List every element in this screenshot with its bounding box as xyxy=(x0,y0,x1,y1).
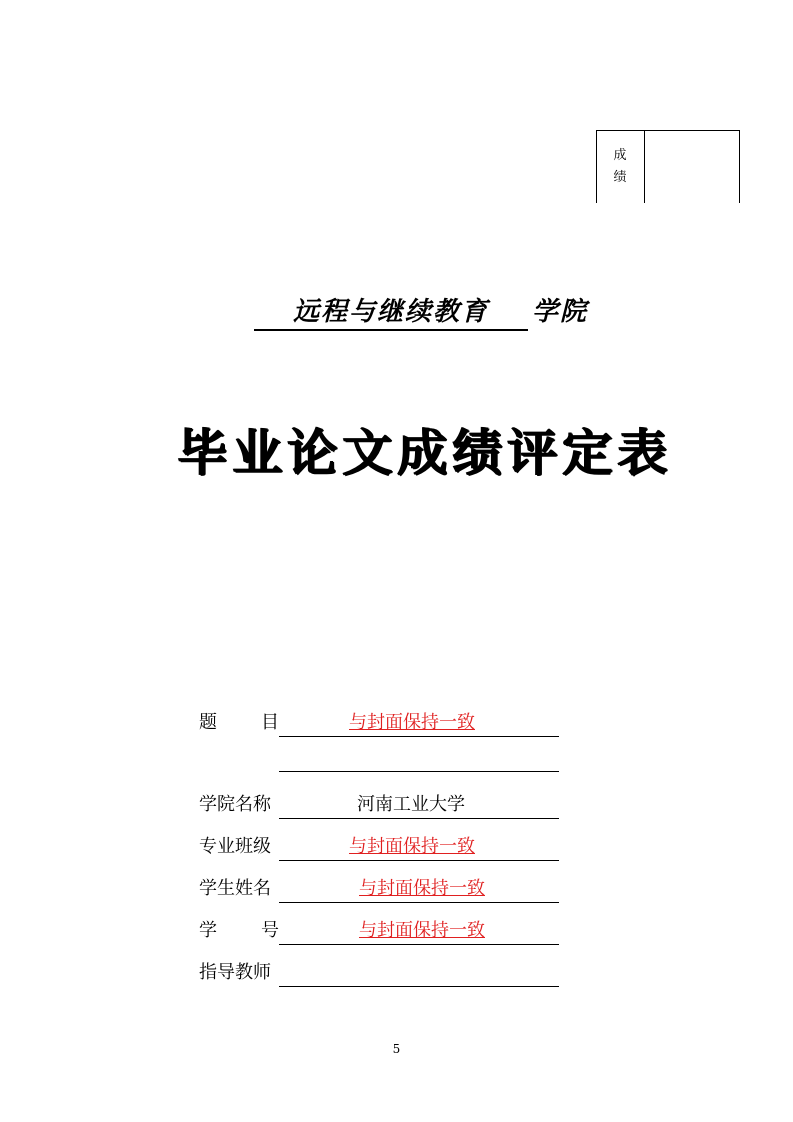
grade-box xyxy=(596,130,740,203)
college-suffix: 学院 xyxy=(532,297,589,327)
student-id-label-char-1: 学 xyxy=(199,920,217,941)
major-class-value: 与封面保持一致 xyxy=(349,836,475,857)
grade-box-right-border xyxy=(739,131,740,203)
student-name-field[interactable] xyxy=(279,870,559,903)
topic-value: 与封面保持一致 xyxy=(349,712,475,733)
student-name-row xyxy=(199,870,569,904)
topic-label xyxy=(199,704,279,742)
grade-label xyxy=(596,131,644,203)
major-class-row xyxy=(199,828,569,862)
college-name-value: 河南工业大学 xyxy=(357,794,465,815)
page-title: 毕业论文成绩评定表 xyxy=(177,423,673,482)
college-name-field[interactable] xyxy=(279,786,559,819)
topic-label-char-1: 题 xyxy=(199,712,217,733)
student-id-label-char-2: 号 xyxy=(261,920,279,941)
student-id-value: 与封面保持一致 xyxy=(359,920,485,941)
advisor-row xyxy=(199,954,569,988)
advisor-field[interactable] xyxy=(279,954,559,987)
advisor-label: 指导教师 xyxy=(199,962,271,983)
topic-field[interactable] xyxy=(279,704,559,737)
major-class-field[interactable] xyxy=(279,828,559,861)
college-name: 远程与继续教育 xyxy=(254,292,528,331)
student-name-value: 与封面保持一致 xyxy=(359,878,485,899)
topic-label-char-2: 目 xyxy=(261,712,279,733)
college-name-label: 学院名称 xyxy=(199,794,271,815)
student-name-label: 学生姓名 xyxy=(199,878,271,899)
page-number: 5 xyxy=(392,1042,401,1056)
student-id-label xyxy=(199,912,279,950)
college-heading xyxy=(254,292,594,332)
student-id-row xyxy=(199,912,569,946)
college-name-row xyxy=(199,786,569,820)
topic-second-line[interactable] xyxy=(279,771,559,772)
grade-value-cell[interactable] xyxy=(645,131,739,203)
topic-row xyxy=(199,704,569,738)
grade-label-char-2: 绩 xyxy=(613,170,627,185)
student-id-field[interactable] xyxy=(279,912,559,945)
major-class-label: 专业班级 xyxy=(199,836,271,857)
grade-label-char-1: 成 xyxy=(613,148,627,163)
